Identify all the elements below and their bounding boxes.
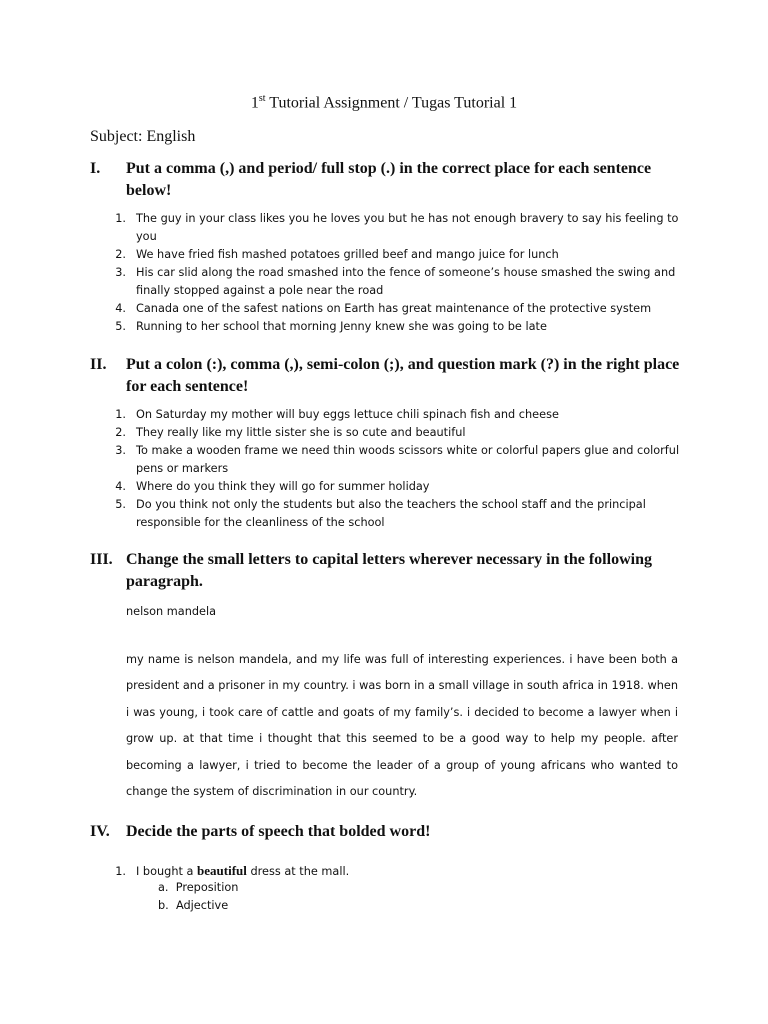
exercise-paragraph: my name is nelson mandela, and my life was full of interesting experiences. i have been both a president and a prisoner in my country. i was born in a small village in south africa in 1918. when i was young, i took care of cattle and goats of my family’s. i decided to become a lawyer when i grow up. at that time i thought that this seemed to be a good way to help my people. after becoming a lawyer, i tried to become the leader of a group of young africans who wanted to change the system of discrimination in our country. (126, 653, 678, 799)
subject-line: Subject: English (90, 128, 196, 145)
section-3-heading: III. Change the small letters to capital letters wherever necessary in the following paragraph. (90, 551, 652, 590)
list-item: 2. We have fried fish mashed potatoes grilled beef and mango juice for lunch (115, 248, 559, 261)
bolded-word: beautiful (197, 863, 247, 878)
question-1: 1. I bought a beautiful dress at the mall. (115, 863, 350, 878)
list-item: 5. Do you think not only the students but also the teachers the school staff and the principal responsible for the cleanliness of the school (115, 498, 646, 529)
section-2 (90, 354, 690, 532)
list-item: 5. Running to her school that morning Jenny knew she was going to be late (115, 320, 547, 333)
section-2-heading: II. Put a colon (:), comma (,), semi-colon (;), and question mark (?) in the right place for each sentence! (90, 356, 680, 395)
section-1-heading: I. Put a comma (,) and period/ full stop (.) in the correct place for each sentence below! (90, 160, 652, 199)
list-item: 1. The guy in your class likes you he loves you but he has not enough bravery to say his feeling to you (115, 212, 679, 243)
list-item: 3. To make a wooden frame we need thin woods scissors white or colorful papers glue and colorful pens or markers (115, 444, 680, 475)
section-2-list (90, 406, 690, 532)
section-4-heading: IV. Decide the parts of speech that bolded word! (90, 823, 431, 840)
list-item: 4. Where do you think they will go for summer holiday (115, 480, 430, 493)
list-item: 3. His car slid along the road smashed into the fence of someone’s house smashed the swing and finally stopped against a pole near the road (115, 266, 676, 297)
option-b: b. Adjective (158, 899, 229, 912)
option-a: a. Preposition (158, 881, 239, 894)
paragraph-title: nelson mandela (126, 605, 217, 618)
list-item: 4. Canada one of the safest nations on Earth has great maintenance of the protective system (115, 302, 652, 315)
section-1-list (90, 210, 690, 336)
document-title: 1st Tutorial Assignment / Tugas Tutorial 1 (250, 93, 518, 112)
section-3 (90, 549, 690, 593)
section-4 (90, 821, 690, 843)
list-item: 2. They really like my little sister she is so cute and beautiful (115, 426, 466, 439)
section-1 (90, 158, 690, 336)
list-item: 1. On Saturday my mother will buy eggs lettuce chili spinach fish and cheese (115, 408, 559, 421)
